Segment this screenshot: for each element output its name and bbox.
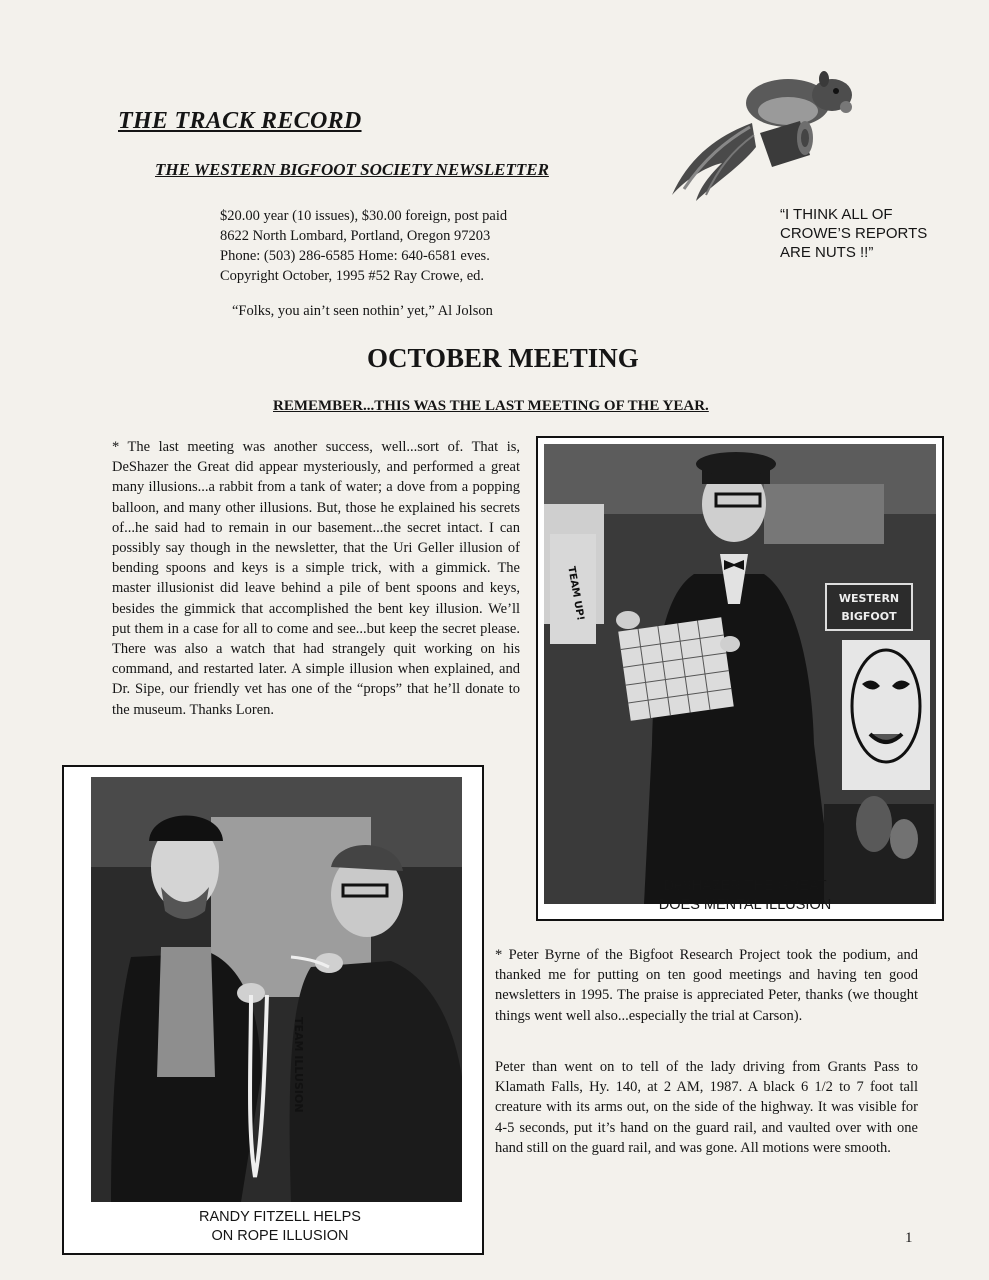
deshazer-photo bbox=[536, 436, 944, 921]
poster-text: TEAM UP! bbox=[565, 565, 586, 622]
paragraph-sighting-report: Peter than went on to tell of the lady driving from Grants Pass to Klamath Falls, Hy. 140, at 2 AM, 1987. A black 6 1/2 to 7 foot tall creature with its arms out, on the side of the highway. It was visible for 4-5 seconds, put it’s hand on the guard rail, and vaulted over with one hand still on the guard rail, and was gone. All motions were smooth. bbox=[495, 1059, 918, 1156]
subscription-info bbox=[220, 206, 507, 286]
article-heading: OCTOBER MEETING bbox=[367, 343, 639, 373]
squirrel-caption: “I THINK ALL OF CROWE’S REPORTS ARE NUTS !!” bbox=[780, 206, 928, 261]
paragraph-peter-byrne: * Peter Byrne of the Bigfoot Research Project took the podium, and thanked me for putting on ten good meetings and having ten good newsletters in 1995. The praise is appreciated Peter, thanks (we thought things went well also...especially the trial at Carson). bbox=[495, 947, 918, 1024]
sign-line-2: BIGFOOT bbox=[841, 610, 897, 623]
info-line-phone: Phone: (503) 286-6585 Home: 640-6581 eves. bbox=[220, 248, 490, 264]
banner-text: TEAM ILLUSION bbox=[292, 1017, 305, 1113]
deshazer-photo-image bbox=[544, 444, 936, 904]
squirrel-illustration bbox=[660, 55, 870, 205]
paragraph-deshazer: * The last meeting was another success, well...sort of. That is, DeShazer the Great did appear mysteriously, and performed a great many illusions...a rabbit from a tank of water; a dove from a popping balloon, and many other illusions. But, those he explained his secrets of...he said had to remain in our basement...the secret intact. I can possibly say though in the newsletter, that the Uri Geller illusion of bending spoons and keys is a simple trick, with a gimmick. The master illusionist did leave behind a pile of bent spoons and keys, besides the gimmick that accomplished the bent key illusion. We’ll put them in a case for all to come and see...but keep the secret please. There was also a watch that had strangely quit working on his command, and restarted later. A simple illusion when explained, and Dr. Sipe, our friendly vet has one of the “props” that he’ll donate to the museum. Thanks Loren. bbox=[112, 439, 520, 718]
info-line-pricing: $20.00 year (10 issues), $30.00 foreign, post paid bbox=[220, 208, 508, 224]
rope-illusion-caption: RANDY FITZELL HELPS ON ROPE ILLUSION bbox=[199, 1209, 361, 1244]
jolson-quote: “Folks, you ain’t seen nothin’ yet,” Al Jolson bbox=[232, 303, 493, 319]
info-line-copyright: Copyright October, 1995 #52 Ray Crowe, ed. bbox=[220, 268, 485, 284]
sign-line-1: WESTERN bbox=[838, 592, 900, 605]
newsletter-subtitle: THE WESTERN BIGFOOT SOCIETY NEWSLETTER bbox=[155, 160, 549, 179]
deshazer-caption: DeSHAZER THE GREAT DOES MENTAL ILLUSION bbox=[658, 878, 832, 913]
illusion-grid-card bbox=[618, 617, 734, 721]
article-subheading: REMEMBER...THIS WAS THE LAST MEETING OF THE YEAR. bbox=[273, 398, 709, 414]
page-number: 1 bbox=[905, 1230, 913, 1246]
info-line-address: 8622 North Lombard, Portland, Oregon 97203 bbox=[220, 228, 491, 244]
rope-illusion-photo bbox=[62, 765, 484, 1255]
rope-illusion-photo-image bbox=[91, 777, 462, 1202]
newsletter-title: THE TRACK RECORD bbox=[118, 108, 362, 134]
